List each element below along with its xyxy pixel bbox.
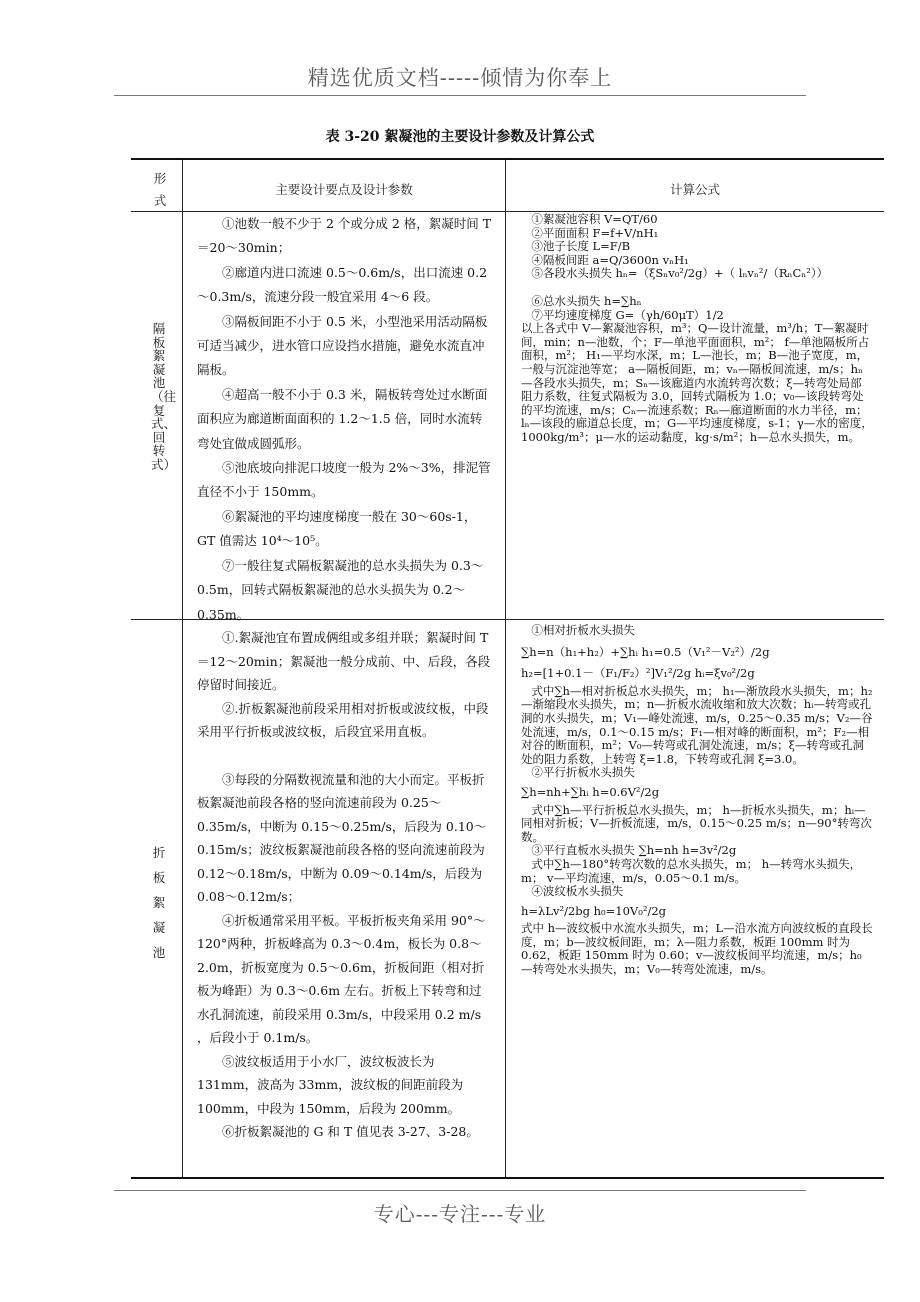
row1-formula-notes: 以上各式中 V—絮凝池容积，m³；Q—设计流量，m³/h；T—絮凝时间，min；n—池数，个；F—单池平面面积，m²； f—单池隔板所占面积，m²； H₁—平均水深，m；L—池长，m；B—池子宽度，m，一般与沉淀池等宽； a—隔板间距，m；vₙ—隔板间流速，m/s；hₙ—各段水头损失，m；Sₙ—该廊道内水流转弯次数；ξ—转弯处局部阻力系数，往复式隔板为 3.0，回转式隔板为 1.0；v₀—该段转弯处的平均流速，m/s；Cₙ—流速系数；Rₙ—廊道断面的水力半径，m；lₙ—该段的廊道总长度，m；G—平均速度梯度，s-1；γ—水的密度，1000kg/m³；μ—水的运动黏度，kg·s/m²；h—总水头损失，m。 (521, 321, 873, 444)
header-form: 形式 (153, 171, 167, 208)
row2-formula-7: 式中∑h—平行折板总水头损失，m； h—折板水头损失，m；hᵢ—同相对折板；V—折板流速，m/s，0.15～0.25 m/s；n—90°转弯次数。 (521, 802, 872, 844)
row2-point-5: ⑤波纹板适用于小水厂，波纹板波长为 131mm，波高为 33mm，波纹板的间距前段为 100mm，中段为 150mm，后段为 200mm。 (197, 1053, 464, 1116)
row2-point-6: ⑥折板絮凝池的 G 和 T 值见表 3-27、3-28。 (222, 1124, 479, 1139)
row1-formula-1: ①絮凝池容积 V=QT/60 (531, 212, 658, 226)
page-header: 精选优质文档-----倾情为你奉上 (307, 66, 613, 90)
row2-point-4: ④折板通常采用平板。平板折板夹角采用 90°～120°两种，折板峰高为 0.3～0.4m，板长为 0.8～2.0m，折板宽度为 0.5～0.6m，折板间距（相对折板为峰距）为 0.3～0.6m 左右。折板上下转弯和过水孔洞流速，前段采用 0.3m/s，中段采用 0.2 m/s ，后段小于 0.1m/s。 (197, 912, 486, 1045)
table-top-rule (131, 158, 884, 160)
column-divider-2 (505, 159, 506, 1177)
row1-point-1: ①池数一般不少于 2 个或分成 2 格，絮凝时间 T＝20～30min； (197, 216, 492, 256)
row2-formula-1: ①相对折板水头损失 (531, 623, 635, 637)
table-bottom-rule (131, 1177, 884, 1179)
row2-point-1: ①.絮凝池宜布置成俩组或多组并联；絮凝时间 T＝12～20min；絮凝池一般分成前、中、后段，各段停留时间接近。 (197, 630, 491, 692)
row2-formula-4: 式中∑h—相对折板总水头损失，m； h₁—渐放段水头损失，m；h₂—渐缩段水头损失，m；n—折板水流收缩和放大次数；hᵢ—转弯或孔洞的水头损失，m；V₁—峰处流速，m/s，0.25～0.35 m/s；V₂—谷处流速，m/s，0.1～0.15 m/s；F₁—相对峰的断面积，m²；F₂—相对谷的断面积，m²；V₀—转弯或孔洞处流速，m/s；ξ—转弯或孔洞处的阻力系数，上转弯 ξ=1.8，下转弯或孔洞 ξ=3.0。 (521, 683, 873, 766)
row1-formula-4: ④隔板间距 a=Q/3600n vₙH₁ (531, 252, 689, 267)
row2-formula-8: ③平行直板水头损失 ∑h=nh h=3v²/2g (531, 843, 737, 858)
table-caption: 表 3-20 絮凝池的主要设计参数及计算公式 (325, 129, 595, 145)
row2-formula-9: 式中∑h—180°转弯次数的总水头损失，m； h—转弯水头损失，m； v—平均流速，m/s，0.05～0.1 m/s。 (521, 856, 862, 885)
row1-formula-6: ⑥总水头损失 h=∑hₙ (531, 293, 642, 308)
page-footer: 专心---专注---专业 (373, 1202, 547, 1226)
row1-point-2: ②廊道内进口流速 0.5～0.6m/s，出口流速 0.2～0.3m/s，流速分段一般宜采用 4～6 段。 (197, 264, 488, 305)
row2-formula-5: ②平行折板水头损失 (531, 765, 635, 780)
row2-formula-6: ∑h=nh+∑hᵢ h=0.6V²/2g (521, 784, 660, 799)
row2-formulas (521, 624, 873, 977)
row1-formula-5: ⑤各段水头损失 hₙ=（ξSₙv₀²/2g）+（ lₙvₙ²/（RₙCₙ²）） (531, 266, 829, 281)
row2-point-2: ②.折板絮凝池前段采用相对折板或波纹板，中段采用平行折板或波纹板，后段宜采用直板。 (197, 700, 489, 739)
column-divider-1 (182, 159, 183, 1177)
row2-formula-2: ∑h=n（h₁+h₂）+∑hᵢ h₁=0.5（V₁²－V₂²）/2g (521, 644, 770, 659)
row1-form: 隔板絮凝池（往复式、回转式） (151, 321, 177, 472)
header-divider (114, 95, 806, 96)
row1-formulas (521, 213, 873, 445)
header-points: 主要设计要点及设计参数 (275, 182, 413, 197)
footer-divider (114, 1190, 806, 1191)
row1-point-7: ⑦一般往复式隔板絮凝池的总水头损失为 0.3～0.5m，回转式隔板絮凝池的总水头损失为 0.2～0.35m。 (197, 557, 484, 622)
row2-formula-10: ④波纹板水头损失 (531, 884, 624, 899)
row1-formula-7: ⑦平均速度梯度 G=（γh/60μT）1/2 (531, 307, 724, 322)
row2-point-3: ③每段的分隔数视流量和池的大小而定。平板折板絮凝池前段各格的竖向流速前段为 0.25～0.35m/s，中断为 0.15～0.25m/s，后段为 0.10～0.15m/s；波纹板絮凝池前段各格的竖向流速前段为 0.12～0.18m/s，中断为 0.09～0.14m/s，后段为 0.08～0.12m/s； (197, 771, 487, 904)
row1-point-5: ⑤池底坡向排泥口坡度一般为 2%～3%，排泥管直径不小于 150mm。 (197, 460, 491, 500)
header-formula: 计算公式 (669, 182, 720, 197)
row2-formula-12: 式中 h—波纹板中水流水头损失，m；L—沿水流方向波纹板的直段长度，m；b—波纹板间距，m；λ—阻力系数，板距 100mm 时为 0.62，板距 150mm 时为 0.60；v—波纹板间平均流速，m/s；h₀—转弯处水头损失，m；V₀—转弯处流速，m/s。 (521, 921, 873, 977)
row1-point-4: ④超高一般不小于 0.3 米，隔板转弯处过水断面面积应为廊道断面面积的 1.2～1.5 倍，同时水流转弯处宜做成圆弧形。 (197, 386, 488, 451)
row2-formula-11: h=λLv²/2bg h₀=10V₀²/2g (521, 903, 667, 918)
row1-points (197, 212, 493, 627)
row1-point-6: ⑥絮凝池的平均速度梯度一般在 30～60s-1，GT 值需达 10⁴～10⁵。 (197, 508, 477, 549)
row2-points (197, 626, 493, 1144)
row2-form: 折板絮凝池 (152, 845, 166, 960)
row2-formula-3: h₂=[1+0.1－（F₁/F₂）²]V₁²/2g hᵢ=ξv₀²/2g (521, 666, 755, 681)
row1-point-3: ③隔板间距不小于 0.5 米，小型池采用活动隔板可适当减少，进水管口应设挡水措施，避免水流直冲隔板。 (197, 313, 488, 378)
row1-formula-2: ②平面面积 F=f+V/nH₁ (531, 225, 659, 240)
row1-formula-3: ③池子长度 L=F/B (531, 239, 631, 254)
